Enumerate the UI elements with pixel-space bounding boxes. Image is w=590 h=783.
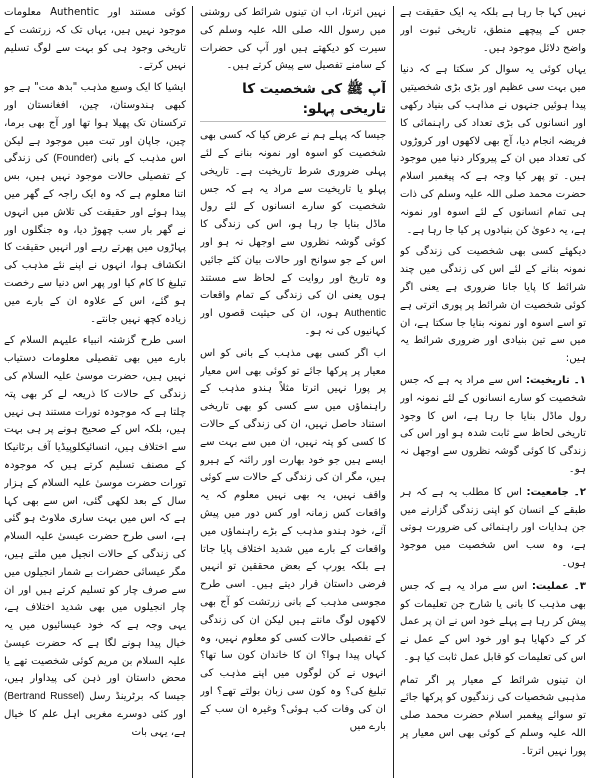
list-item (400, 578, 586, 667)
paragraph (200, 127, 386, 341)
paragraph: ان تینوں شرائط کے معیار پر اگر تمام مذہبی شخصیات کی زندگیوں کو پرکھا جائے تو سوائے پیغمبر اسلام حضرت محمد صلی اللہ علیہ وسلم کے کوئی بھی اس معیار پر پورا نہیں اترتا۔ (400, 674, 586, 757)
paragraph-text: اسی طرح گزشتہ انبیاء علیہم السلام کے بارے میں بھی تفصیلی معلومات دستیاب نہیں ہیں، حضرت موسیٰ علیہ السلام کی زندگی کے حالات کا ذریعہ لے کر بھی پتہ چلتا ہے کہ موجودہ تورات مستند ہی نہیں ہیں، بلکہ اس کے صحیح ہونے پر ہی بہت سے اختلاف ہیں، انسائیکلوپیڈیا آف برٹانیکا کے مصنف تسلیم کرتے ہیں کہ موجودہ تورات حضرت موسیٰ علیہ السلام کے ہزار سال کے بعد لکھی گئی، اس سے بھی کہا ہے کہ اس میں بہت ساری ملاوٹ ہو گئی ہے، اسی طرح حضرت عیسیٰ علیہ السلام کی زندگی کے حالات انجیل میں ملتے ہیں، مگر عیسائی حضرات بے شمار انجیلوں میں سے صرف چار کو تسلیم کرتے ہیں اور ان چار انجیلوں میں بھی شدید اختلاف ہے، یہی وجہ ہے کہ خود عیسائیوں میں یہ خیال پیدا ہونے لگا ہے کہ حضرت عیسیٰ علیہ السلام بن مریم کوئی شخصیت تھے یا محض داستان اور ذہن کی پیداوار ہیں، جیسا کہ برٹرینڈ رسل (4, 335, 186, 703)
column-right (400, 4, 586, 780)
paragraph: نہیں کہا جا رہا ہے بلکہ یہ ایک حقیقت ہے جس کے پیچھے منطق، تاریخی ثبوت اور واضح دلائل موجود ہیں۔ (400, 7, 586, 54)
paragraph (4, 332, 186, 741)
column-divider-left (192, 6, 193, 778)
paragraph-text: جیسا کہ پہلے ہم نے عرض کیا کہ کسی بھی شخصیت کو اسوہ اور نمونہ بنانے کے لئے پہلی ضروری شرط تاریخیت ہے۔ تاریخی پہلو یا تاریخیت سے مراد یہ ہے کہ جس شخصیت کو سارے انسانوں کے لئے رول ماڈل بنایا جا رہا ہو، اس کی زندگی کا کوئی گوشہ نظروں سے اوجھل نہ ہو اور اس کے جو سوانح اور حالات بیان کئے جائیں وہ تاریخ اور روایت کے لحاظ سے مستند ہوں یعنی ان کی زندگی کے تمام واقعات (200, 130, 386, 302)
paragraph: دیکھئے کسی بھی شخصیت کی زندگی کو نمونہ بنانے کے لئے اس کی زندگی میں چند شرائط کا پایا جانا ضروری ہے یعنی اگر کوئی شخصیت ان شرائط پر پوری اترتی ہے تو اسے اسوہ اور نمونہ بنایا جا سکتا ہے، ان میں سے تین بنیادی اور ضروری شرائط یہ ہیں: (400, 246, 586, 365)
list-item-term: ۱۔ تاریخیت: (525, 374, 586, 386)
list-item (400, 372, 586, 479)
list-item-term: ۳۔ عملیت: (531, 580, 586, 592)
paragraph-text: اور کئی دوسرے مغربی اہل علم کا خیال ہے، یہی بات (4, 709, 186, 738)
list-item-text: اس سے مراد یہ ہے کہ جس شخصیت کو سارے انسانوں کے لئے نمونہ اور رول ماڈل بنایا جا رہا ہے، اس کا وجود تاریخی لحاظ سے ثابت شدہ ہو اور اس کی زندگی کا کوئی گوشہ نظروں سے اوجھل نہ ہو۔ (400, 374, 586, 475)
paragraph: نہیں اترتا، اب ان تینوں شرائط کی روشنی میں رسول اللہ صلی اللہ علیہ وسلم کی سیرت کو دیکھتے ہیں اور آپ کی حضرات کے سامنے تفصیل سے پیش کرتے ہیں۔ (200, 7, 386, 72)
english-term: Authentic (344, 308, 386, 320)
list-item (400, 484, 586, 573)
column-middle (200, 4, 386, 780)
paragraph (4, 79, 186, 328)
list-item-text: اس سے مراد یہ ہے کہ جس بھی مذہب کا بانی یا شارح جن تعلیمات کو پیش کر رہا ہے پہلے خود اس نے ان پر عمل کر کے دکھایا ہو اور خود اس کے عمل نے اس کی تعلیمات کو قابل عمل ثابت کیا ہو۔ (400, 580, 586, 663)
paragraph: اب اگر کسی بھی مذہب کے بانی کو اس معیار پر پرکھا جائے تو کوئی بھی اس معیار پر پورا نہیں اترتا مثلاً ہندو مذہب کے راہنماؤں میں سے کسی کو بھی تاریخی استناد حاصل نہیں، ان کی زندگی کے حالات کا کسی کو پتہ نہیں، ان میں سے بہت سے ایسے ہیں جو خود بھارت اور رائنہ کے ہیرو ہیں، مگر ان کی زندگی کے حالات سے کوئی واقف نہیں، یہ بھی نہیں معلوم کہ یہ واقعات کس زمانہ اور کس دور میں پیش آئے، خود ہندو مذہب کے بڑے راہنماؤں میں واقعات کے بارے میں شدید اختلاف پایا جاتا ہے بلکہ یورپ کے بعض محققین تو انہیں فرضی داستان قرار دیتے ہیں۔ اسی طرح مجوسی مذہب کے بانی زرتشت کو آج بھی لاکھوں لوگ مانتے ہیں لیکن ان کی زندگی کے تفصیلی حالات کسی کو معلوم نہیں، وہ کہاں پیدا ہوا؟ ان کا خاندان کون سا تھا؟ انہوں نے کن لوگوں میں اپنے مذہب کی تبلیغ کی؟ وہ کون سی زبان بولتے تھے؟ اور ان کی وفات کب ہوئی؟ وغیرہ ان سب کے بارے میں (200, 347, 386, 733)
english-term: (Bertrand Russel) (4, 691, 85, 703)
list-item-text: اس کا مطلب یہ ہے کہ ہر طبقے کے انسان کو اپنی زندگی گزارنے میں جن ہدایات اور راہنمائی کی ضرورت ہوتی ہے، وہ سب اس شخصیت میں موجود ہوں۔ (400, 486, 586, 569)
paragraph-text: ہوں، ان کی حیثیت قصوں اور کہانیوں کی نہ ہو۔ (200, 308, 386, 337)
list-item-term: ۲۔ جامعیت: (526, 486, 586, 498)
paragraph-text: کی زندگی کے تفصیلی حالات موجود نہیں ہیں، بس اتنا معلوم ہے کہ وہ ایک راجہ کے گھر میں پیدا ہوئے اور حقیقت کی تلاش میں انہوں نے گھر بار سب چھوڑ دیا، وہ جنگلوں اور پہاڑوں میں پھرتے رہے اور انہیں حقیقت کا انکشاف ہوا، انہوں نے اپنے نئے مذہب کی تبلیغ کا کام کیا اور پھر اس دنیا سے رخصت ہو گئے، اس کے علاوہ ان کے بارے میں زیادہ کچھ نہیں جانتے۔ (4, 153, 186, 325)
column-divider-right (393, 6, 394, 778)
conditions-list (400, 372, 586, 667)
paragraph: یہاں کوئی یہ سوال کر سکتا ہے کہ دنیا میں بہت سی عظیم اور بڑی بڑی شخصیتیں پیدا ہوئیں جنہوں نے مذاہب کی بنیاد رکھی اور انسانوں کی بڑی تعداد کی راہنمائی کا فریضہ انجام دیا، آج بھی لاکھوں اور کروڑوں کی تعداد میں ان کے پیروکار دنیا میں موجود ہیں۔ تو پھر کیا وجہ ہے کہ پیغمبر اسلام حضرت محمد صلی اللہ علیہ وسلم کی ذات ہی تمام انسانوں کے لئے اسوہ اور نمونہ ہے، یہ دعویٰ کن بنیادوں پر کیا جا رہا ہے۔ (400, 64, 586, 236)
paragraph: کوئی مستند اور Authentic معلومات موجود نہیں ہیں، یہاں تک کہ زرتشت کے تاریخی وجود ہی کو بہت سے لوگ تسلیم نہیں کرتے۔ (4, 7, 186, 72)
english-term: (Founder) (53, 153, 98, 165)
section-heading: آپ ﷺ کی شخصیت کا تاریخی پہلو: (200, 79, 386, 122)
paragraph-text: ایشیا کا ایک وسیع مذہب "بدھ مت" ہے جو کبھی ہندوستان، چین، افغانستان اور ترکستان تک پھیلا ہوا تھا اور آج بھی برما، چین، جاپان اور تبت میں موجود ہے لیکن اس مذہب کے بانی (4, 82, 186, 165)
column-left (4, 4, 186, 780)
